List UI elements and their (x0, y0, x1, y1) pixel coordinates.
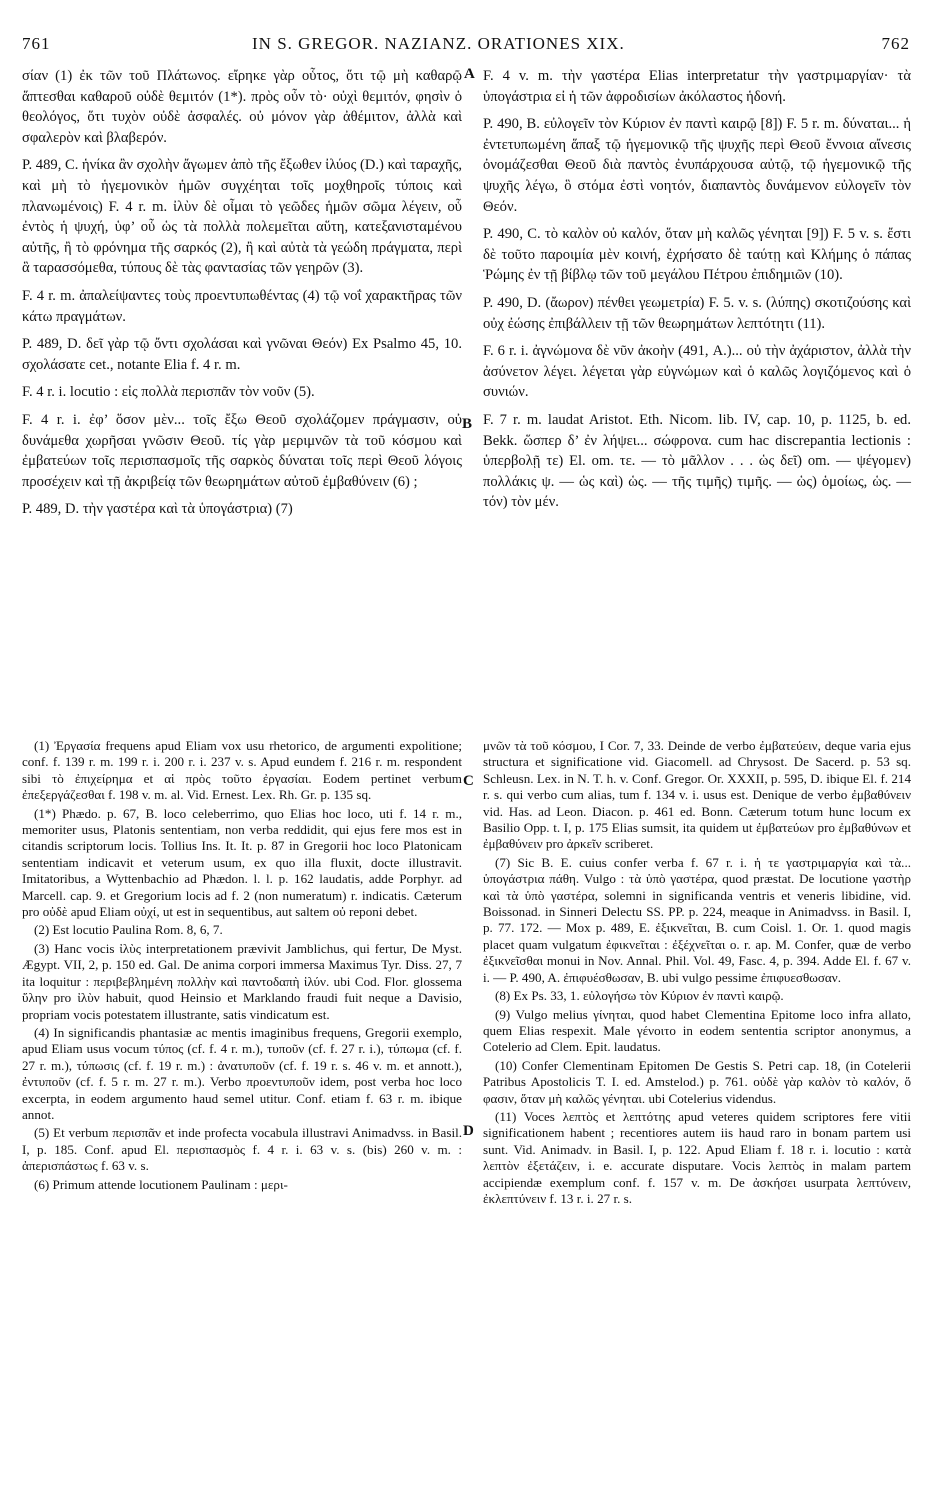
running-title: IN S. GREGOR. NAZIANZ. ORATIONES XIX. (252, 34, 625, 53)
main-text-left-column (22, 66, 462, 527)
footnote: (5) Et verbum περισπᾶν et inde profecta vocabula illustravi Animadvss. in Basil. I, p. 185. Conf. apud El. περισπασμὸς f. 4 r. i. 63 v. s. (bis) 260 v. m. : ἀπερισπάστως f. 63 v. s. (22, 1125, 462, 1174)
footnotes-left-column (22, 738, 462, 1195)
paragraph: P. 490, B. εὐλογεῖν τὸν Κύριον ἐν παντὶ καιρῷ [8]) F. 5 r. m. δύναται... ἡ ἐντετυπωμένη ἅπαξ τῷ ἡγεμονικῷ τῆς ψυχῆς περὶ Θεοῦ ἔννοια αἴνεσις ὀνομάζεσθαι Θεοῦ διὰ παντὸς ἐνυπάρχουσα αὐτῷ, τῷ ἡγεμονικῷ τῆς ψυχῆς λέγω, ὃ στόμα ἐστὶ νοητόν, διαπαντὸς δυνάμενον εὐλογεῖν τὸν Θεόν. (483, 116, 911, 215)
footnote: (9) Vulgo melius γίνηται, quod habet Clementina Epitome loco infra allato, quem Elias respexit. Male γένοιτο in eodem sententia scriptor anonymus, a Cotelerio ad Clem. Epit. laudatus. (483, 1006, 911, 1055)
margin-letter-c: C (463, 773, 474, 789)
footnote: μνῶν τὰ τοῦ κόσμου, I Cor. 7, 33. Deinde de verbo ἐμβατεύειν, deque varia ejus structura et significatione vid. Giacomell. ad Chrysost. De Sacerd. p. 53 sq. Schleusn. Lex. in N. T. h. v. Conf. Gregor. Or. XXXII, p. 595, D. ibique El. f. 214 r. s. qui verbo cum alias, tum f. 134 v. i. usus est. Denique de verbo ἐμβαθύνειν vid. Has. ad Leon. Diacon. p. 461 ed. Bonn. Cæterum totum hunc locum ex Basilio Opp. t. I, p. 175 Elias sumsit, ita quidem ut ἐμβατεύων pro ἐμβαθύνων et ἐμβαθύνειν pro ἀρκεῖν scriberet. (483, 738, 911, 852)
footnote: (11) Voces λεπτὸς et λεπτότης apud veteres quidem scriptores fere vitii significationem habent ; recentiores autem iis haud raro in bonam partem usi sunt. Vid. Animadv. in Basil. I, p. 122. Apud Eliam f. 18 r. i. locutio : κατὰ λεπτὸν ἐξετάζειν, i. e. accurate disputare. Vocis λεπτὸς in malam partem accipiendæ exemplum conf. f. 157 v. m. De ἀσκήσει usurpata λεπτύνειν, ἐκλεπτύνειν f. 13 r. i. 27 r. s. (483, 1108, 911, 1206)
paragraph: σίαν (1) ἐκ τῶν τοῦ Πλάτωνος. εἴρηκε γὰρ οὗτος, ὅτι τῷ μὴ καθαρῷ ἅπτεσθαι καθαροῦ οὐδὲ θεμιτόν (1*). πρὸς οὖν τὸ· οὐχὶ θεμιτόν, φησὶν ὁ θεολόγος, ὅτι τυχὸν οὐδὲ ἀσφαλές. οὐ μόνον γὰρ ἀθέμιτον, ἀλλὰ καὶ σφαλερὸν καὶ βλαβερόν. (22, 68, 462, 146)
footnote: (8) Ex Ps. 33, 1. εὐλογήσω τὸν Κύριον ἐν παντὶ καιρῷ. (495, 988, 784, 1004)
paragraph: P. 489, C. ἡνίκα ἂν σχολὴν ἄγωμεν ἀπὸ τῆς ἔξωθεν ἰλύος (D.) καὶ ταραχῆς, καὶ μὴ τὸ ἡγεμονικὸν ἡμῶν συγχέηται τοῖς μοχθηροῖς τύποις καὶ πλανωμένοις) F. 4 r. m. ἰλὺν δὲ οἶμαι τὸ γεῶδες ἡμῶν σῶμα λέγειν, οὗ ἐντὸς ἡ ψυχή, ὑφ’ οὗ ὡς τὰ πολλὰ πολεμεῖται αὕτη, κατεξανισταμένου αὐτῆς, ἢ τὸ φρόνημα τῆς σαρκός (2), ἢ καὶ αὐτὰ τὰ γεώδη πράγματα, περὶ ἃ ταρασσόμεθα, τύπους δὲ τὰς φαντασίας τῶν γεηρῶν (3). (22, 157, 462, 277)
margin-letter-d: D (463, 1123, 474, 1139)
paragraph: P. 490, D. (ἄωρον) πένθει γεωμετρία) F. 5. v. s. (λύπης) σκοτιζούσης καὶ οὐχ ἐώσης ἐπιβάλλειν τῇ τῶν θεωρημάτων λεπτότητι (11). (483, 294, 911, 332)
paragraph: F. 6 r. i. ἀγνώμονα δὲ νῦν ἀκοὴν (491, A.)... οὐ τὴν ἀχάριστον, ἀλλὰ τὴν ἀσύνετον λέγει. λέγεται γὰρ εὐγνώμων καὶ ὁ καλῶς λογιζόμενος καὶ ὁ συνιών. (483, 343, 911, 401)
footnote: (4) In significandis phantasiæ ac mentis imaginibus frequens, Gregorii exemplo, apud Eliam usus vocum τύπος (cf. f. 4 r. m.), τυποῦν (cf. f. 27 r. i.), τύπωμα (cf. f. 27 r. m.), τύπωσις (cf. f. 19 r. m.) : ἀνατυποῦν (cf. f. 19 r. s. 46 v. m. et annott.), ἐντυποῦν (cf. f. 5 r. m. 27 r. m.). Verbo προεντυποῦν idem, post verba hoc loco excerpta, in eodem argumento haud semel utitur. Conf. etiam f. 63 r. m. ibique annot. (22, 1024, 462, 1122)
margin-letter-a: A (464, 66, 475, 82)
paragraph: F. 4 r. i. ἐφ’ ὅσον μὲν... τοῖς ἔξω Θεοῦ σχολάζομεν πράγμασιν, οὐ δυνάμεθα χωρῆσαι γνῶσιν Θεοῦ. τίς γὰρ μεριμνῶν τὰ τοῦ κόσμου καὶ ἐμβατεύων τοῖς περισπασμοῖς τῆς σαρκὸς δύναται τοῖς περὶ Θεοῦ λόγοις προσέχειν καὶ τῇ ἀκριβείᾳ τῶν θεωρημάτων αὐτοῦ ἐμβαθύνειν (6) ; (22, 411, 462, 490)
paragraph: F. 4 v. m. τὴν γαστέρα Elias interpretatur τὴν γαστριμαργίαν· τὰ ὑπογάστρια εἰ ἡ τῶν ἀφροδισίων ἀκόλαστος ἡδονή. (483, 68, 911, 105)
margin-letter-b: B (462, 416, 473, 432)
page-header (22, 34, 910, 58)
footnotes-right-column (483, 738, 911, 1209)
footnote: (1*) Phædo. p. 67, B. loco celeberrimo, quo Elias hoc loco, uti f. 14 r. m., memoriter usus, Platonis sententiam, non verba reddidit, qui ejus fere mos est in citandis scriptorum locis. Tollius Ins. It. It. p. 87 in Gregorii hoc loco Platonicam sententiam indicavit et veterum usum, ex quo illa fluxit, docte illustravit. Imitatoribus, a Wyttenbachio ad Phædon. l. l. p. 162 laudatis, adde Porphyr. ad Marcell. cap. 9. et Gregorium locis ad f. 2 (non numeratum) r. indicatis. Cæterum pro οὐδὲ apud Eliam οὐχί, ut est in sequentibus, aut saltem οὐ reponi debet. (22, 805, 462, 920)
paragraph: F. 4 r. i. locutio : εἰς πολλὰ περισπᾶν τὸν νοῦν (5). (22, 384, 315, 401)
footnote: (2) Est locutio Paulina Rom. 8, 6, 7. (34, 922, 223, 938)
footnote: (1) Ἐργασία frequens apud Eliam vox usu rhetorico, de argumenti expolitione; conf. f. 139 r. m. 199 r. i. 200 r. i. 237 v. s. Apud eundem f. 216 r. m. respondent sibi τὸ ἐπιχείρημα et αἱ πρὸς τοῦτο ἐργασίαι. Eodem pertinet verbum ἐπεξεργάζεσθαι f. 198 v. m. al. Vid. Ernest. Lex. Rh. Gr. p. 135 sq. (22, 738, 462, 803)
paragraph: P. 489, D. τὴν γαστέρα καὶ τὰ ὑπογάστρια) (7) (22, 501, 293, 518)
footnote: (3) Hanc vocis ἰλὺς interpretationem prævivit Jamblichus, qui fertur, De Myst. Ægypt. VII, 2, p. 150 ed. Gal. De anima corpori immersa Maximus Tyr. Diss. 27, 7 ita loquitur : περιβεβλημένη πολλὴν καὶ παντοδαπὴ ἰλύν. ubi Cod. Flor. glossema ὕλην pro ἰλὺν habuit, quod Heinsio et Marklando fraudi fuit neque a Davisio, propriam vocis potestatem illustrante, satis vindicatum est. (22, 940, 462, 1022)
footnote: (10) Confer Clementinam Epitomen De Gestis S. Petri cap. 18, (in Cotelerii Patribus Apostolicis T. I. ed. Amstelod.) p. 761. οὐδὲ γὰρ καλὸν τὸ καλόν, ὅ φασιν, ὅταν μὴ καλῶς γένηται. ubi Cotelerius videndus. (483, 1057, 911, 1106)
paragraph: F. 4 r. m. ἀπαλείψαντες τοὺς προεντυπωθέντας (4) τῷ νοΐ χαρακτῆρας τῶν κάτω πραγμάτων. (22, 287, 462, 325)
paragraph: F. 7 r. m. laudat Aristot. Eth. Nicom. lib. IV, cap. 10, p. 1125, b. ed. Bekk. ὥσπερ δ’ ἐν λήψει... σώφρονα. cum hac discrepantia lectionis : ὑπερβολῇ τε) El. om. τε. — τὸ μᾶλλον . . . ὡς δεῖ) om. — ψέγομεν) πολλάκις ψ. — ὡς καὶ) ὡς. — τῆς τιμῆς) τιμῆς. — ὡς) ὁμοίως, ὡς. — τόν) τὸν μέν. (483, 411, 911, 511)
paragraph: P. 489, D. δεῖ γὰρ τῷ ὄντι σχολάσαι καὶ γνῶναι Θεόν) Ex Psalmo 45, 10. σχολάσατε cet., notante Elia f. 4 r. m. (22, 336, 462, 373)
paragraph: P. 490, C. τὸ καλὸν οὐ καλόν, ὅταν μὴ καλῶς γένηται [9]) F. 5 v. s. ἔστι δὲ τοῦτο παροιμία μὲν κοινή, ἐχρήσατο δὲ ταύτῃ καὶ Κλήμης ὁ πάπας Ῥώμης ἐν τῇ βίβλῳ τῶν τοῦ μεγάλου Πέτρου ἐπιδημιῶν (10). (483, 226, 911, 284)
page-number-right: 762 (881, 34, 910, 53)
footnote: (6) Primum attende locutionem Paulinam : μερι- (34, 1176, 288, 1192)
page-number-left: 761 (22, 34, 51, 53)
main-text-right-column (483, 66, 911, 520)
footnote: (7) Sic B. E. cuius confer verba f. 67 r. i. ἡ τε γαστριμαργία καὶ τὰ... ὑπογάστρια πάθη. Vulgo : τὰ ὑπὸ γαστέρα, quod præstat. De locutione γαστὴρ καὶ τὰ ὑπὸ γαστέρα, solemni in significanda ventris et veneris libidine, vid. Boissonad. in Sinneri Delectu SS. PP. p. 224, meaque in Animadvss. in Basil. I, p. 77. 172. — Mox p. 489, E. ἐξικνεῖται, B. cum Coisl. 1. Or. 1. quod magis placet quam vulgatum ἐφικνεῖται : ἐξέχνεῖται o. r. ap. M. Confer, quæ de verbo ἐξικνεῖσθαι monui in Nov. Annal. Phil. Vol. 49, Fasc. 4, p. 394. Adde El. f. 67 v. i. — P. 490, A. ἐπιφυέσθωσαν, B. ubi vulgo pessime ἐπιφυεσθωσαν. (483, 854, 911, 985)
